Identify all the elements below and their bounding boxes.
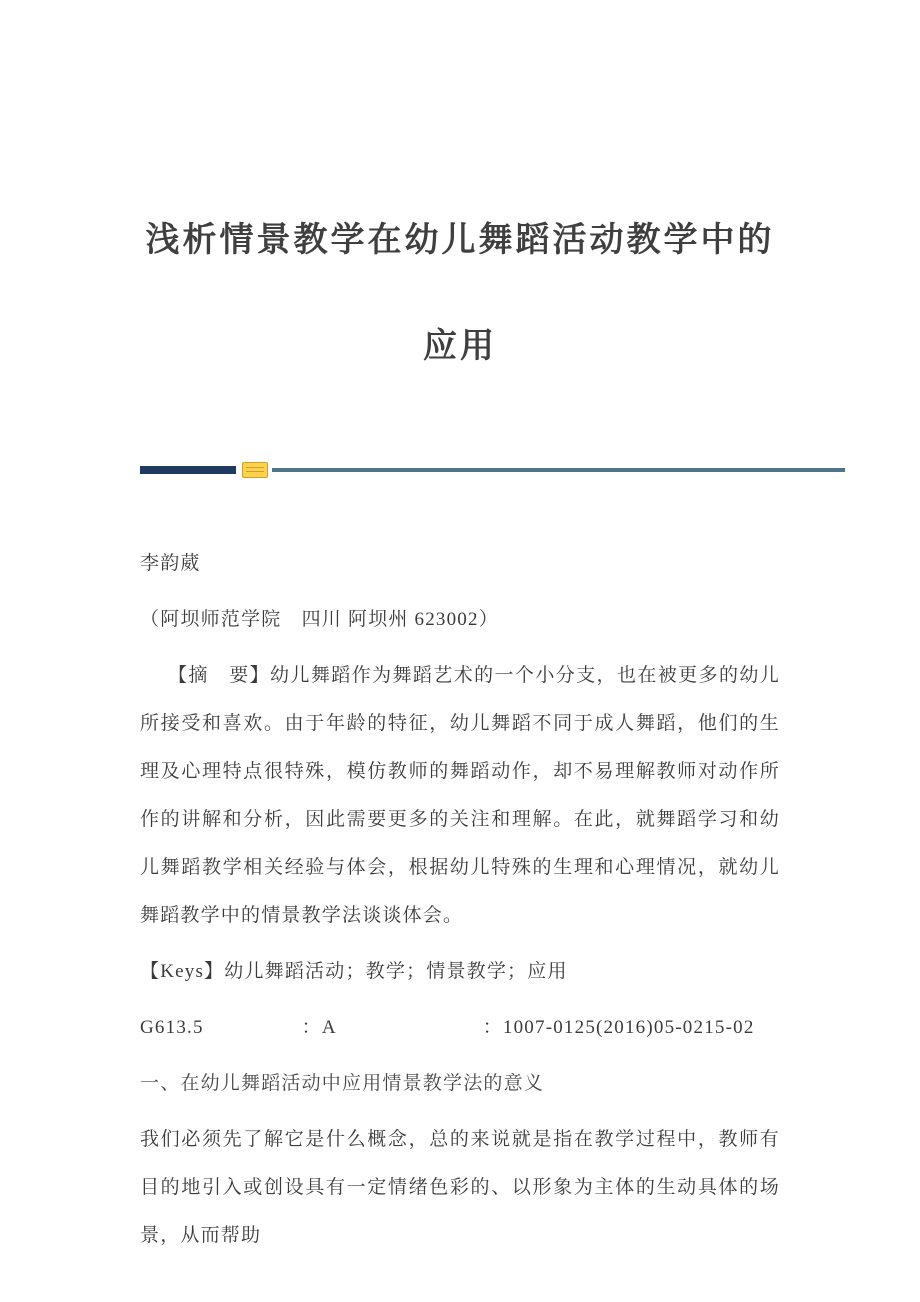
document-code: ：A — [301, 1017, 337, 1038]
abstract-paragraph: 【摘 要】幼儿舞蹈作为舞蹈艺术的一个小分支，也在被更多的幼儿所接受和喜欢。由于年龄的特征，幼儿舞蹈不同于成人舞蹈，他们的生理及心理特点很特殊，模仿教师的舞蹈动作，却不易理解教师对动作所作的讲解和分析，因此需要更多的关注和理解。在此，就舞蹈学习和幼儿舞蹈教学相关经验与体会，根据幼儿特殊的生理和心理情况，就幼儿舞蹈教学中的情景教学法谈谈体会。 — [140, 665, 780, 926]
classification-line — [140, 1004, 780, 1052]
keywords-line: 【Keys】幼儿舞蹈活动；教学；情景教学；应用 — [140, 961, 568, 982]
classification-number: G613.5 — [140, 1017, 204, 1038]
divider-right-line — [272, 468, 845, 472]
title-line-1: 浅析情景教学在幼儿舞蹈活动教学中的 — [145, 222, 775, 259]
document-body — [140, 540, 780, 1260]
body-paragraph: 我们必须先了解它是什么概念，总的来说就是指在教学过程中，教师有目的地引入或创设具有一定情绪色彩的、以形象为主体的生动具体的场景，从而帮助 — [140, 1129, 780, 1246]
author-name: 李韵葳 — [140, 553, 201, 574]
title-line-2: 应用 — [423, 328, 497, 365]
divider-left-bar — [140, 466, 236, 474]
article-id: ：1007-0125(2016)05-0215-02 — [482, 1017, 755, 1038]
title-divider — [140, 462, 845, 478]
section-heading: 一、在幼儿舞蹈活动中应用情景教学法的意义 — [140, 1073, 545, 1094]
divider-envelope-icon — [242, 462, 268, 478]
page-title — [0, 0, 920, 400]
affiliation: （阿坝师范学院 四川 阿坝州 623002） — [140, 609, 499, 630]
